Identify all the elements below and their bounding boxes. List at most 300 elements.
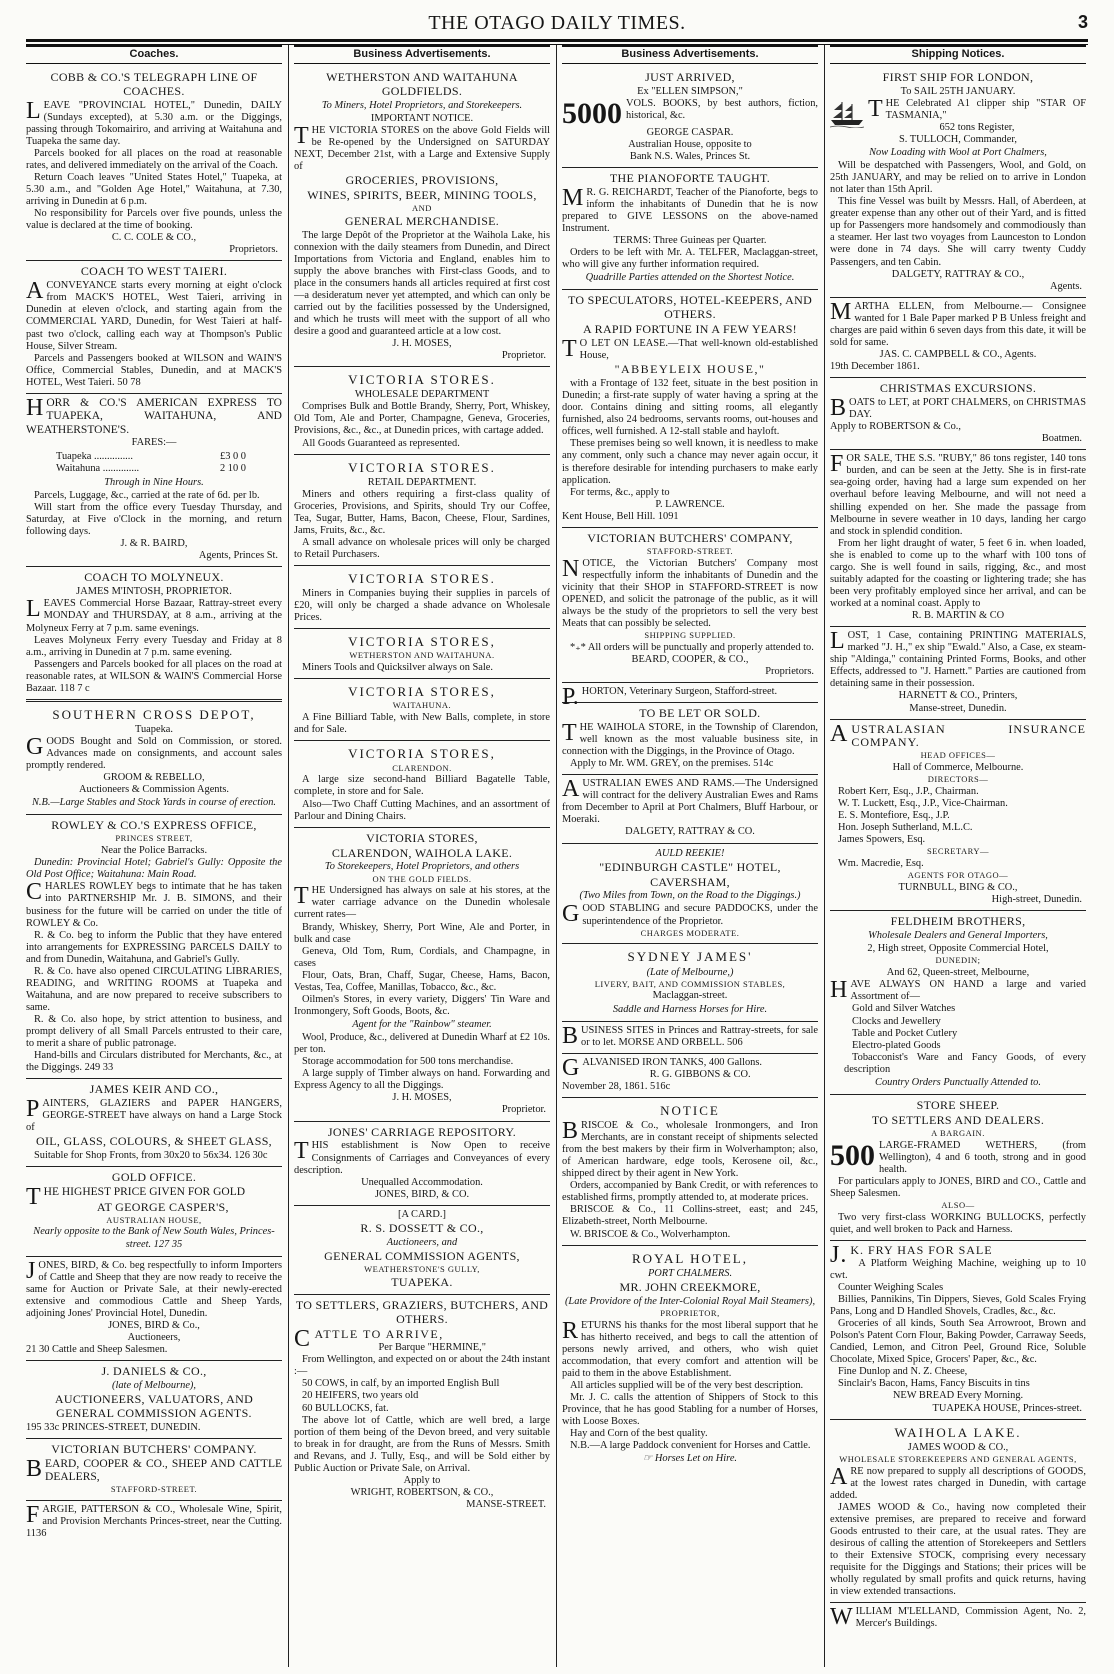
advert-feldheim-brothers (830, 911, 1086, 1095)
advert-italic: Quadrille Parties attended on the Shortest Notice. (585, 272, 795, 284)
advert-text: Billies, Pannikins, Tin Dippers, Sieves, Gold Scales Frying Pans, Long and D Handled Shovels, Cradles, &c., &c. (830, 1293, 1086, 1318)
list-item: Clocks and Jewellery (852, 1015, 941, 1027)
advert-ss-ruby (830, 450, 1086, 627)
advert-subtitle: WAITAHUNA. (392, 700, 452, 711)
advert-subtitle: 2, High street, Opposite Commercial Hotel, (867, 943, 1049, 955)
advert-horton-veterinary (562, 683, 818, 710)
advert-waihola-lake (830, 1420, 1086, 1604)
advert-title: "EDINBURGH CASTLE" HOTEL, (599, 859, 781, 874)
advert-william-mlelland (830, 1603, 1086, 1634)
advert-title: JAMES KEIR AND CO., (89, 1082, 219, 1097)
advert-subtitle: STAFFORD-STREET. (110, 1484, 198, 1495)
advert-signature: TUAPEKA HOUSE, Princes-street. (932, 1402, 1082, 1414)
advert-signature: Manse-street, Dunedin. (909, 702, 1007, 714)
advert-text: For particulars apply to JONES, BIRD and CO., Cattle and Sheep Salesmen. (830, 1175, 1086, 1199)
advert-italic: Through in Nine Hours. (104, 477, 204, 489)
advert-title: VICTORIA STORES. (348, 459, 496, 475)
advert-title: THE PIANOFORTE TAUGHT. (609, 170, 771, 185)
advert-australasian-insurance (830, 720, 1086, 912)
advert-text: R. G. REICHARDT, Teacher of the Pianoforte, begs to inform the inhabitants of Dunedin that he is now prepared to GIVE LESSONS on the above-named Instrument. (562, 186, 818, 234)
advert-signature: BEARD, COOPER, & CO., (631, 653, 749, 665)
advert-title: STORE SHEEP. (916, 1097, 1000, 1112)
advert-text: ILLIAM M'LELLAND, Commission Agent, No. 2, Mercer's Buildings. (855, 1606, 1086, 1630)
advert-fargie-patterson (26, 1501, 282, 1544)
advert-text: This fine Vessel was built by Messrs. Hall, of Aberdeen, at greater expense than any other out of their Yard, and is fitted up for Passengers more handsomely and commodiously than a steamer. Her last two voyages from Launceston to London were done in 74 days. She will carry twenty Cuddy Passengers, and ten Cabin. (830, 196, 1086, 268)
advert-signature: JAS. C. CAMPBELL & CO., Agents. (879, 348, 1037, 360)
advert-text: HE Celebrated A1 clipper ship "STAR OF TASMANIA," (885, 97, 1086, 121)
list-item: Wm. Macredie, Esq. (838, 858, 924, 870)
advert-italic: (Late of Melbourne,) (646, 966, 734, 978)
advert-title: R. S. DOSSETT & CO., (360, 1220, 484, 1235)
advert-subtitle: SECRETARY— (927, 846, 989, 857)
fares-table (56, 451, 282, 475)
advert-text: OTICE, the Victorian Butchers' Company most respectfully inform the inhabitants of Dunedin and the vicinity that their SHOP in STAFFORD-STREET is now OPENED, and solicit the patronage of the public, as it will always be the study of the proprietors to sell the very best Meats that can possibly be selected. (562, 557, 818, 629)
advert-italic: Country Orders Punctually Attended to. (875, 1076, 1041, 1088)
advert-victoria-wholesale (294, 367, 550, 454)
advert-text: Apply to (403, 1474, 441, 1486)
fare-price: £3 0 0 (220, 450, 246, 462)
advert-text: From Wellington, and expected on or about the 24th instant :— (294, 1354, 550, 1378)
advert-victoria-waitahuna (294, 679, 550, 741)
advert-subtitle: WINES, SPIRITS, BEER, MINING TOOLS, (307, 187, 537, 202)
advert-text: JAMES WOOD & Co., having now completed their extensive premises, are prepared to receive and forward Goods entrusted to their care, at the usual rates. They are desirous of calling the attention of Storekeepers and Settlers to their Extensive STOCK, comprising every necessary requisite for the Diggings and Stations; their prices will be wholly regulated by small profits and quick returns, having in view extended transactions. (830, 1501, 1086, 1598)
drop-initial: T (294, 883, 309, 910)
list-item: Flour, Oats, Bran, Chaff, Sugar, Cheese, Hams, Bacon, Vestas, Tea, Coffee, Manillas, Tobacco, &c., &c. (294, 969, 550, 993)
advert-text: ARGIE, PATTERSON & CO., Wholesale Wine, Spirit, and Provision Merchants Princes-street, near the Cutting. 1136 (26, 1504, 282, 1540)
advert-victoria-clarendon (294, 741, 550, 827)
column-heading: Business Advertisements. (562, 45, 818, 64)
advert-title: ROWLEY & CO.'S EXPRESS OFFICE, (51, 818, 257, 833)
advert-title: VICTORIA STORES, (366, 830, 478, 845)
advert-signature: Bank N.S. Wales, Princes St. (629, 150, 751, 162)
advert-signature: JONES, BIRD, & CO. (374, 1188, 470, 1200)
advert-text: A Platform Weighing Machine, weighing up to 10 cwt. (830, 1257, 1086, 1281)
list-item: James Spowers, Esq. (838, 834, 926, 846)
column-heading: Shipping Notices. (830, 45, 1086, 64)
advert-subtitle: Hall of Commerce, Melbourne. (892, 762, 1024, 774)
advert-italic: Auctioneers, and (386, 1236, 458, 1248)
advert-text: Orders to be left with Mr. A. TELFER, Maclaggan-street, who will give any further information required. (562, 247, 818, 271)
advert-title: FELDHEIM BROTHERS, (890, 914, 1026, 929)
page-number: 3 (1077, 12, 1088, 32)
advert-signature: Proprietors. (765, 665, 814, 677)
advert-text: Orders, accompanied by Bank Credit, or with references to established firms, promptly attended to, at moderate prices. (562, 1180, 818, 1204)
drop-initial: A (562, 776, 580, 803)
advert-signature: WRIGHT, ROBERTSON, & CO., (350, 1486, 494, 1498)
drop-initial: B (26, 1455, 43, 1482)
advert-italic: PORT CHALMERS. (647, 1267, 733, 1279)
advert-text: Apply to Mr. WM. GREY, on the premises. 514c (570, 758, 774, 770)
advert-subtitle: GENERAL MERCHANDISE. (344, 213, 500, 228)
column-divider (288, 45, 289, 1667)
advert-signature: Proprietor. (501, 1104, 546, 1116)
drop-initial: P (26, 1096, 40, 1123)
advert-title: VICTORIA STORES. (348, 372, 496, 388)
advert-text: W. BRISCOE & Co., Wolverhampton. (570, 1228, 731, 1240)
advert-text: For terms, &c., apply to (570, 486, 670, 498)
advert-briscoe-notice (562, 1098, 818, 1246)
advert-text: November 28, 1861. 516c (562, 1080, 671, 1092)
advert-italic: AULD REEKIE! (655, 847, 725, 859)
advert-text: CONVEYANCE starts every morning at eight o'clock from MACK'S HOTEL, West Taieri, arriving in Dunedin at eleven o'clock, and starting again from the COMMERCIAL YARD, Dunedin, for West Taieri at half-past two o'clock, calling each way at Thompson's Public House, Silver Stream. (26, 280, 282, 352)
advert-james-keir (26, 1079, 282, 1167)
advert-text: All Goods Guaranteed as represented. (302, 437, 460, 449)
drop-initial: M (562, 184, 584, 211)
advert-subtitle: ATTLE TO ARRIVE, (314, 1327, 444, 1342)
advert-subtitle: A RAPID FORTUNE IN A FEW YEARS! (583, 322, 797, 337)
advert-subtitle: JAMES M'INTOSH, PROPRIETOR. (76, 586, 232, 598)
drop-initial: H (26, 394, 44, 421)
drop-initial: T (868, 95, 883, 122)
advert-signature: Proprietor. (501, 350, 546, 362)
advert-text: The large Depôt of the Proprietor at the Waihola Lake, his connexion with the daily steamers from Dunedin, and Direct Importations from Victoria and England, enables him to supply the above branches with First-class Goods, and to place in the consumers hands all articles required at first cost—a desideratum never yet attempted, and which can only be carried out by the facilities possessed by the Undersigned, and which he trusts will meet with the support of all who desire a good and guaranteed article at a low cost. (294, 229, 550, 338)
advert-text: EARD, COOPER & CO., SHEEP AND CATTLE DEALERS, (45, 1457, 282, 1484)
advert-text: The above lot of Cattle, which are well bred, a large portion of them being of the Devon breed, and very suitable to break in for draught, are from the Runs of Messrs. Smith and Revans, and J. Tully, Esq., and will be Sold either by Public Auction or Private Sale, on Arrival. (294, 1414, 550, 1474)
advert-text: AVE ALWAYS ON HAND a large and varied Assortment of— (850, 979, 1086, 1003)
advert-j-daniels (26, 1361, 282, 1439)
advert-text: Storage accommodation for 500 tons merchandise. (302, 1056, 514, 1068)
advert-italic: Agent for the "Rainbow" steamer. (352, 1019, 492, 1031)
advert-text: ARTHA ELLEN, from Melbourne.— Consignee wanted for 1 Bale Paper marked P B Unless freight and charges are paid within 6 seven days from this date, it will be sold for same. (830, 300, 1086, 348)
advert-title: COACH TO WEST TAIERI. (80, 264, 228, 279)
advert-signature: JONES, BIRD & Co., (108, 1319, 200, 1331)
advert-text: Miners and others requiring a first-class quality of Groceries, Provisions, and Spirits, should Try our Coffee, Tea, Sugar, Butter, Hams, Bacon, Cheese, Flour, Sardines, Jams, Fruits, &c., &c. (294, 488, 550, 536)
advert-signature: Agents, Princes St. (198, 550, 278, 562)
advert-jones-carriage (294, 1122, 550, 1206)
advert-signature: Proprietors. (229, 244, 278, 256)
column-heading: Business Advertisements. (294, 45, 550, 64)
advert-signature: J. H. MOSES, (392, 1092, 452, 1104)
advert-west-taieri-coach (26, 261, 282, 393)
advert-subtitle: NEW BREAD Every Morning. (892, 1390, 1024, 1402)
advert-text: Will start from the office every Tuesday Thursday, and Saturday, at Five o'Clock in the morning, and return following days. (26, 502, 282, 538)
advert-signature: DALGETY, RATTRAY & CO. (625, 826, 755, 838)
advert-text: TERMS: Three Guineas per Quarter. (613, 235, 767, 247)
advert-text: Wool, Produce, &c., delivered at Dunedin Wharf at £2 10s. per ton. (294, 1032, 550, 1056)
column-business-2 (562, 45, 818, 1667)
advert-title: VICTORIA STORES, (348, 746, 496, 762)
advert-title: VICTORIA STORES, (348, 684, 496, 700)
advert-text: S. TULLOCH, Commander, (898, 133, 1017, 145)
advert-cobb-coaches (26, 67, 282, 262)
advert-text: Sinclair's Bacon, Hams, Fancy Biscuits in tins (838, 1378, 1030, 1390)
advert-signature: R. G. GIBBONS & CO. (649, 1068, 751, 1080)
list-item: Tobacconist's Ware and Fancy Goods, of every description (844, 1051, 1086, 1075)
advert-subtitle: Near the Police Barracks. (100, 845, 208, 857)
advert-text: EAVES Commercial Horse Bazaar, Rattray-street every MONDAY and THURSDAY, at 8 a.m., arriving at the Molyneux Ferry at 7 p.m. same evenings. (26, 598, 282, 634)
advert-subtitle: CLARENDON, WAIHOLA LAKE. (331, 845, 513, 860)
advert-title: COBB & CO.'S TELEGRAPH LINE OF COACHES. (50, 69, 258, 98)
advert-subtitle: WETHERSTON AND WAITAHUNA. (349, 650, 495, 661)
advert-subtitle: GROCERIES, PROVISIONS, (345, 172, 499, 187)
advert-text: Parcels and Passengers booked at WILSON and WAIN'S Office, Commercial Stables, Dunedin, and at MACK'S HOTEL, West Taieri. 50 78 (26, 352, 282, 388)
advert-signature: TURNBULL, BING & CO., (898, 882, 1018, 894)
column-divider (556, 45, 557, 1667)
advert-subtitle: TO SETTLERS AND DEALERS. (871, 1112, 1045, 1127)
advert-text: Fine Dunlop and N. Z. Cheese, (838, 1366, 968, 1378)
advert-victoria-retail (294, 455, 550, 567)
advert-subtitle: AND (412, 202, 432, 213)
advert-subtitle: PRINCES STREET, (115, 833, 193, 844)
drop-initial: A (830, 720, 849, 747)
advert-italic: N.B.—Large Stables and Stock Yards in course of erection. (31, 797, 277, 809)
advert-victorian-butchers-notice (562, 528, 818, 683)
advert-text: A large size second-hand Billiard Bagatelle Table, complete, in store and for Sale. (294, 774, 550, 798)
advert-card-label: [A CARD.] (398, 1208, 446, 1220)
advert-text: N.B.—A large Paddock convenient for Horses and Cattle. (570, 1440, 811, 1452)
advert-text: Counter Weighing Scales (838, 1281, 944, 1293)
advert-text: OATS to LET, at PORT CHALMERS, on CHRISTMAS DAY. (849, 397, 1086, 421)
advert-italic: (Late Providore of the Inter-Colonial Royal Mail Steamers), (564, 1295, 816, 1307)
advert-signature: Australian House, opposite to (628, 138, 752, 150)
advert-text: A small advance on wholesale prices will only be charged to Retail Purchasers. (294, 536, 550, 561)
advert-text: Parcels booked for all places on the road at reasonable rates, and delivered immediately on the arrival of the Coach. (26, 147, 282, 171)
advert-text: ETURNS his thanks for the most liberal support that he has hitherto received, and begs to call the attention of persons newly arrived, and others, who wish quiet accommodation, that every comfort and attention will be paid to them in the above Establishment. (562, 1319, 818, 1379)
list-item: 60 BULLOCKS, fat. (302, 1402, 389, 1414)
advert-italic: (Two Miles from Town, on the Road to the Diggings.) (579, 890, 801, 902)
advert-text: No responsibility for Parcels over five pounds, unless the value is declared at the time of booking. (26, 208, 282, 232)
advert-christmas-excursions (830, 378, 1086, 450)
advert-text: AINTERS, GLAZIERS and PAPER HANGERS, GEORGE-STREET have always on hand a Large Stock of (26, 1098, 282, 1134)
drop-initial: T (294, 122, 309, 149)
advert-italic: Nearly opposite to the Bank of New South Wales, Princes-street. 127 35 (33, 1226, 275, 1250)
advert-text: BRISCOE & Co., 11 Collins-street, east; and 245, Elizabeth-street, North Melbourne. (562, 1204, 818, 1228)
advert-signature: GROOM & REBELLO, (103, 772, 205, 784)
column-divider (824, 45, 825, 1667)
drop-initial: B (562, 1022, 579, 1049)
advert-title: WAIHOLA LAKE. (894, 1424, 1022, 1440)
advert-text: Hand-bills and Circulars distributed for Merchants, &c., at the Diggings. 249 33 (26, 1050, 282, 1074)
advert-text: with a Frontage of 132 feet, situate in the best position in Dunedin; a first-rate supply of water having a spring at the door. Contains dining and sitting rooms, all elegantly furnished, also 24 bedrooms, servants rooms, out-houses and offices, well furnished. A 12-stall stable and hayloft. (562, 378, 818, 438)
drop-initial: J. (830, 1241, 848, 1268)
advert-subtitle: SHIPPING SUPPLIED. (644, 629, 736, 640)
large-numeral: 500 (830, 1138, 875, 1172)
advert-wetherston-goldfields (294, 67, 550, 367)
advert-italic: To Storekeepers, Hotel Proprietors, and others (324, 861, 520, 873)
advert-italic: (late of Melbourne), (112, 1379, 196, 1391)
advert-subtitle: Per Barque "HERMINE," (378, 1342, 486, 1354)
advert-italic: Wholesale Dealers and General Importers, (868, 930, 1048, 942)
list-item: Oilmen's Stores, in every variety, Diggers' Tin Ware and Ironmongery, Soft Goods, Boots, &c. (294, 993, 550, 1017)
drop-initial: M (830, 298, 852, 325)
advert-subtitle: AGENTS FOR OTAGO— (907, 870, 1009, 881)
advert-edinburgh-castle (562, 844, 818, 945)
fare-price: 2 10 0 (220, 462, 246, 474)
advert-text: Leaves Molyneux Ferry every Tuesday and Friday at 8 a.m., arriving in Dunedin at 7 p.m. same evening. (26, 634, 282, 658)
advert-horr-express (26, 394, 282, 568)
newspaper-title: THE OTAGO DAILY TIMES. (428, 12, 686, 34)
advert-text: R. & Co. have also opened CIRCULATING LIBRARIES, READING, and WRITING ROOMS at Tuapeka and Waitahuna, and are now prepared to receive subscribers to same. (26, 965, 282, 1014)
advert-galvanised-tanks (562, 1054, 818, 1098)
advert-victorian-butchers (26, 1439, 282, 1501)
advert-title: GOLD OFFICE. (111, 1170, 197, 1185)
advert-abbeyleix-house (562, 290, 818, 528)
masthead (26, 12, 1088, 48)
advert-text: HARLES ROWLEY begs to intimate that he has taken into PARTNERSHIP Mr. J. B. SIMONS, and their business for the future will be carried on under the title of ROWLEY & Co. (26, 881, 282, 929)
advert-subtitle: GENERAL COMMISSION AGENTS, (324, 1248, 520, 1263)
advert-text: Two very first-class WORKING BULLOCKS, perfectly quiet, and well broken to Pack and Harness. (830, 1211, 1086, 1235)
drop-initial: T (562, 719, 577, 746)
advert-italic: Saddle and Harness Horses for Hire. (612, 1003, 768, 1015)
advert-text: 19th December 1861. (830, 361, 920, 373)
advert-text: HORTON, Veterinary Surgeon, Stafford-street. (581, 686, 778, 697)
fare-destination: Tuapeka ............... (56, 450, 133, 462)
advert-text: HE WAIHOLA STORE, in the Township of Clarendon, well known as the most valuable business site, in connection with the Diggings, in the Province of Otago. (562, 721, 818, 758)
advert-waihola-store (562, 703, 818, 775)
advert-business-sites (562, 1022, 818, 1054)
drop-initial: C (294, 1326, 312, 1353)
advert-text: ALVANISED IRON TANKS, 400 Gallons. (582, 1056, 763, 1068)
advert-text: RISCOE & Co., wholesale Ironmongers, and Iron Merchants, are in constant receipt of shipments selected from the best makers by their firm in Wolverhampton; also, of American hardware, edge tools, Kerosene oil, &c., shipped direct by their agent in New York. (562, 1119, 818, 1180)
advert-title: TO SETTLERS, GRAZIERS, BUTCHERS, AND OTHERS. (295, 1298, 549, 1327)
advert-signature: Agents. (1049, 280, 1082, 292)
column-heading: Coaches. (26, 45, 282, 64)
list-item: Gold and Silver Watches (852, 1003, 956, 1015)
advert-signature: Auctioneers, (127, 1331, 181, 1343)
advert-jk-fry (830, 1241, 1086, 1420)
advert-text: HE HIGHEST PRICE GIVEN FOR GOLD (43, 1186, 246, 1199)
advert-title: ROYAL HOTEL, (632, 1250, 748, 1266)
advert-italic: ☞ Horses Let on Hire. (642, 1453, 738, 1465)
advert-subtitle: CHARGES MODERATE. (640, 927, 740, 938)
advert-text: HE Undersigned has always on sale at his stores, at the water carriage advance on the Dunedin wholesale current rates— (294, 885, 550, 921)
advert-text: Return Coach leaves "United States Hotel," Tuapeka, at 5.30 a.m., and "Golden Age Hotel," Waitahuna, at 7.30, arriving in Dunedin at 6 p.m. (26, 171, 282, 208)
drop-initial: A (26, 278, 44, 305)
advert-text: Miners in Companies buying their supplies in parcels of £20, will only be charged a shade advance on Wholesale Prices. (294, 588, 550, 624)
columns (26, 45, 1088, 1667)
drop-initial: L (26, 97, 41, 124)
drop-initial: C (26, 879, 43, 906)
advert-text: Passengers and Parcels booked for all places on the road at reasonable rates, at WILSON & WAIN'S Commercial Horse Bazaar. 118 7 c (26, 658, 282, 694)
advert-subtitle: ON THE GOLD FIELDS. (372, 873, 472, 884)
advert-title: K. FRY HAS FOR SALE (850, 1242, 993, 1257)
advert-subtitle: JAMES WOOD & CO., (907, 1441, 1009, 1453)
drop-initial: W (830, 1604, 853, 1631)
advert-signature: C. C. COLE & CO., (111, 232, 197, 244)
list-item: W. T. Luckett, Esq., J.P., Vice-Chairman. (838, 798, 1008, 810)
advert-subtitle: And 62, Queen-street, Melbourne, (886, 967, 1030, 979)
fare-row (56, 463, 246, 475)
advert-jones-bird (26, 1257, 282, 1362)
advert-dossett (294, 1206, 550, 1296)
advert-signature: MANSE-STREET. (466, 1499, 546, 1510)
list-item: Electro-plated Goods (852, 1039, 941, 1051)
drop-initial: B (562, 1117, 579, 1144)
advert-subtitle: WHOLESALE STOREKEEPERS AND GENERAL AGENTS, (839, 1453, 1077, 1464)
advert-subtitle: "ABBEYLEIX HOUSE," (614, 362, 766, 377)
advert-text: A large supply of Timber always on hand. Forwarding and Express Agency to all the Diggings. (294, 1068, 550, 1092)
advert-text: These premises being so well known, it is needless to make any comment, only such a chance may never again occur, it is therefore desirable for intending purchasers to make early application. (562, 438, 818, 486)
advert-title: USTRALASIAN INSURANCE COMPANY. (851, 721, 1086, 750)
column-business-1 (294, 45, 550, 1667)
advert-subtitle: ALSO— (941, 1199, 975, 1210)
advert-text: From her light draught of water, 5 feet 6 in. when loaded, she is enabled to come up to the wharf with 100 tons of cargo. She is well found in sails, rigging, &c., and most suitably adapted for the coasting or lightering trade; she has been very profitably employed since her arrival, and can be worked at a nominal coast. Apply to (830, 537, 1086, 609)
advert-signature: P. LAWRENCE. (655, 498, 725, 510)
advert-text: Miners Tools and Quicksilver always on Sale. (302, 662, 493, 674)
advert-text: HIS establishment is Now Open to receive Consignments of Carriages and Conveyances of every description. (294, 1140, 550, 1176)
advert-title: TO SPECULATORS, HOTEL-KEEPERS, AND OTHERS. (567, 293, 813, 322)
drop-initial: R (562, 1317, 579, 1344)
drop-initial: N (562, 555, 580, 582)
advert-text: 195 33c PRINCES-STREET, DUNEDIN. (26, 1421, 201, 1433)
advert-text: HE VICTORIA STORES on the above Gold Fields will be Re-opened by the Undersigned on SATURDAY NEXT, December 21st, with a Large and Extensive Supply of (294, 124, 550, 172)
advert-subtitle: OIL, GLASS, COLOURS, & SHEET GLASS, (36, 1134, 272, 1149)
drop-initial: T (26, 1184, 41, 1211)
advert-royal-hotel (562, 1246, 818, 1471)
advert-title: VICTORIA STORES, (348, 634, 496, 650)
advert-victoria-waihola (294, 828, 550, 1122)
advert-store-sheep (830, 1095, 1086, 1241)
drop-initial: J (26, 1257, 36, 1284)
advert-text: LARGE-FRAMED WETHERS, (from Wellington), 4 and 6 tooth, strong and in good health. (879, 1139, 1086, 1175)
advert-text: OODS Bought and Sold on Commission, or stored. Advances made on consignments, and account sales promptly rendered. (26, 736, 282, 772)
advert-title: VICTORIAN BUTCHERS' COMPANY, (587, 530, 793, 545)
advert-text: EAVE "PROVINCIAL HOTEL," Dunedin, DAILY (Sundays excepted), at 5.30 a.m. or the Diggings, passing through Tokomairiro, and arriving at Waitahuna and Tuapeka the same day. (26, 99, 282, 147)
advert-sydney-james (562, 944, 818, 1021)
drop-initial: T (294, 1138, 309, 1165)
advert-text: Will be despatched with Passengers, Wool, and Gold, on 25th JANUARY, and may be relied on to arrive in London not later than 15th April. (830, 160, 1086, 196)
advert-gold-office (26, 1167, 282, 1256)
list-item: Brandy, Whiskey, Sherry, Port Wine, Ale and Porter, in bulk and case (294, 921, 550, 945)
advert-subtitle: STAFFORD-STREET. (646, 545, 734, 556)
advert-title: VICTORIA STORES. (348, 571, 496, 587)
advert-subtitle: AUCTIONEERS, VALUATORS, AND GENERAL COMMISSION AGENTS. (54, 1392, 254, 1420)
list-item: Table and Pocket Cutlery (852, 1027, 958, 1039)
advert-text: Parcels, Luggage, &c., carried at the rate of 6d. per lb. (34, 490, 260, 502)
drop-initial: P. (562, 684, 579, 710)
advert-text: Hay and Corn of the best quality. (570, 1428, 708, 1440)
advert-subtitle: CLARENDON. (392, 762, 452, 773)
advert-signature: J. & R. BAIRD, (120, 538, 188, 550)
advert-subtitle: A BARGAIN. (931, 1127, 985, 1138)
drop-initial: F (26, 1502, 40, 1529)
advert-signature: R. B. MARTIN & CO (911, 610, 1005, 622)
advert-subtitle: HEAD OFFICES— (920, 750, 996, 761)
advert-title: WETHERSTON AND WAITAHUNA GOLDFIELDS. (326, 69, 518, 98)
advert-subtitle: WHOLESALE DEPARTMENT (354, 389, 490, 401)
drop-initial: G (26, 734, 44, 761)
advert-subtitle: DIRECTORS— (927, 774, 989, 785)
advert-subtitle: PROPRIETOR, (660, 1307, 720, 1318)
advert-text: R. & Co. also hope, by strict attention to business, and prompt delivery of all Small Parcels entrusted to their care, to merit a share of public patronage. (26, 1014, 282, 1050)
advert-first-ship-london (830, 67, 1086, 298)
advert-signature: HARNETT & CO., Printers, (898, 690, 1018, 702)
advert-title: FIRST SHIP FOR LONDON, (882, 69, 1034, 84)
advert-signature: GEORGE CASPAR. (646, 126, 734, 138)
advert-text: USINESS SITES in Princes and Rattray-streets, for sale or to let. MORSE AND ORBELL. 506 (581, 1024, 818, 1048)
advert-title: SYDNEY JAMES' (627, 949, 753, 965)
advert-subtitle: To SAIL 25TH JANUARY. (900, 85, 1016, 97)
advert-title: TO BE LET OR SOLD. (639, 706, 761, 721)
list-item: Robert Kerr, Esq., J.P., Chairman. (838, 786, 979, 798)
list-item: 50 COWS, in calf, by an imported English Bull (302, 1378, 500, 1390)
advert-text: Kent House, Bell Hill. 1091 (562, 510, 679, 522)
advert-text: R. & Co. beg to inform the Public that they have entered into arrangements for EXPRESSING PARCELS DAILY to and from Dunedin, Waitahuna, and Gabriel's Gully. (26, 929, 282, 965)
advert-text: USTRALIAN EWES AND RAMS.—The Undersigned will contract for the delivery Australian Ewes and Rams from December to April at Port Chalmers, Bluff Harbour, or Moeraki. (562, 778, 818, 826)
advert-text: RE now prepared to supply all descriptions of GOODS, at the lowest rates charged in Dunedin, with cartage added. (830, 1465, 1086, 1501)
advert-cattle-to-arrive (294, 1295, 550, 1515)
advert-pianoforte (562, 168, 818, 290)
advert-subtitle: IMPORTANT NOTICE. (370, 112, 474, 124)
advert-molyneux-coach (26, 567, 282, 701)
advert-subtitle: TUAPEKA. (391, 1274, 453, 1289)
advert-subtitle: CAVERSHAM, (650, 874, 730, 889)
drop-initial: L (26, 596, 41, 623)
advert-subtitle: DUNEDIN; (935, 955, 981, 966)
advert-signature: DALGETY, RATTRAY & CO., (891, 268, 1025, 280)
advert-subtitle: Maclaggan-street. (652, 990, 728, 1002)
advert-ewes-and-rams (562, 775, 818, 843)
